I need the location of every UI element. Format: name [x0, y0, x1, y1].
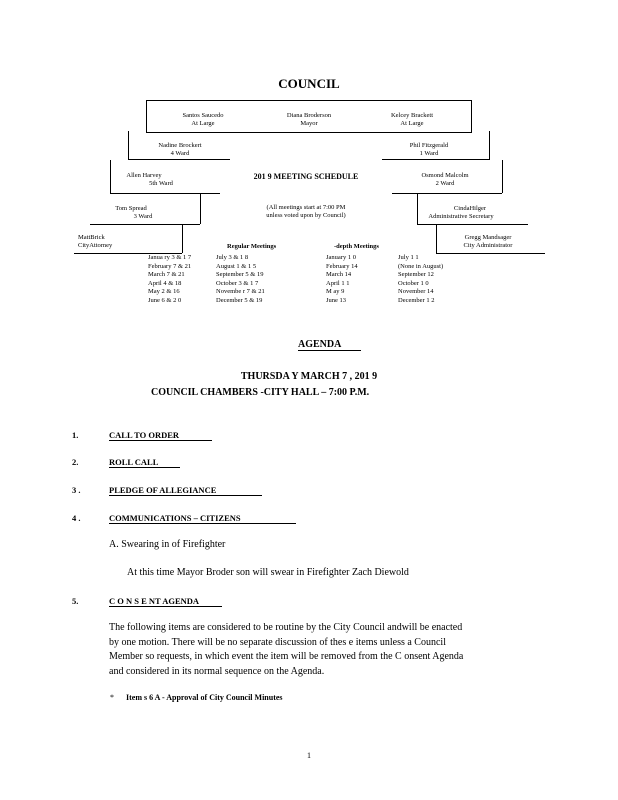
- member-attorney: MattBrick CityAttorney: [78, 234, 113, 249]
- item-1-label: CALL TO ORDER: [109, 430, 212, 441]
- member-mayor: Diana Broderson Mayor: [286, 112, 332, 127]
- item-2-number: 2.: [72, 457, 79, 467]
- item-3-label: PLEDGE OF ALLEGIANCE: [109, 485, 262, 496]
- council-title: COUNCIL: [278, 76, 340, 91]
- indepth-col1: January 1 0 February 14 March 14 April 1 1 M ay 9 June 13: [326, 254, 358, 304]
- member-ward4: Nadine Brockert 4 Ward: [158, 142, 202, 157]
- schedule-note: (All meetings start at 7:00 PM unless voted upon by Council): [266, 204, 346, 219]
- agenda-date: THURSDA Y MARCH 7 , 201 9: [240, 371, 378, 382]
- indepth-meetings-header: -depth Meetings: [334, 243, 379, 250]
- agenda-title: AGENDA: [298, 339, 361, 351]
- member-ward1: Phil Fitzgerald 1 Ward: [409, 142, 449, 157]
- consent-paragraph: The following items are considered to be routine by the City Council andwill be enacted by one motion. There will be no separate discussion of thes e items unless a Council Member so requests, in which event the item will be removed from the C onsent Agenda and considered in its normal sequence on the Agenda.: [109, 622, 464, 677]
- item-1-number: 1.: [72, 430, 79, 440]
- member-secretary: CindaHilger Administrative Secretary: [428, 205, 494, 220]
- regular-col2: July 3 & 1 8 August 1 & 1 5 September 5 & 19 October 3 & 1 7 Novembe r 7 & 21 December 5 & 19: [216, 254, 265, 304]
- member-ward5: Allen Harvey 5th Ward: [126, 172, 173, 187]
- item-4-label: COMMUNICATIONS – CITIZENS: [109, 513, 296, 524]
- member-top-left: Santos Saucedo At Large: [182, 112, 224, 127]
- regular-meetings-header: Regular Meetings: [227, 243, 277, 250]
- item-3-number: 3 .: [72, 485, 81, 495]
- item-2-label: ROLL CALL: [109, 457, 180, 468]
- member-top-right: Kelcey Brackett At Large: [390, 112, 434, 127]
- page-number: 1: [307, 751, 311, 760]
- member-ward2: Osmond Malcolm 2 Ward: [421, 172, 469, 187]
- item-4-number: 4 .: [72, 513, 81, 523]
- member-ward3: Tom Spread 3 Ward: [115, 205, 153, 220]
- item-4a-label: A. Swearing in of Firefighter: [109, 539, 226, 550]
- item-5-number: 5.: [72, 596, 79, 606]
- item-4a-text: At this time Mayor Broder son will swear in Firefighter Zach Diewold: [127, 567, 409, 578]
- schedule-title: 201 9 MEETING SCHEDULE: [253, 172, 359, 181]
- item-5-label: C O N S E NT AGENDA: [109, 596, 222, 607]
- agenda-location: COUNCIL CHAMBERS -CITY HALL – 7:00 P.M.: [151, 387, 370, 398]
- regular-col1: Janua ry 3 & 1 7 February 7 & 21 March 7 & 21 April 4 & 18 May 2 & 16 June 6 & 2 0: [148, 254, 192, 304]
- member-administrator: Gregg Mandsager City Administrator: [463, 234, 513, 249]
- consent-item-6a: Item s 6 A - Approval of City Council Minutes: [126, 693, 283, 702]
- indepth-col2: July 1 1 (None in August) September 12 October 1 0 November 14 December 1 2: [398, 254, 444, 304]
- consent-bullet: *: [110, 693, 114, 702]
